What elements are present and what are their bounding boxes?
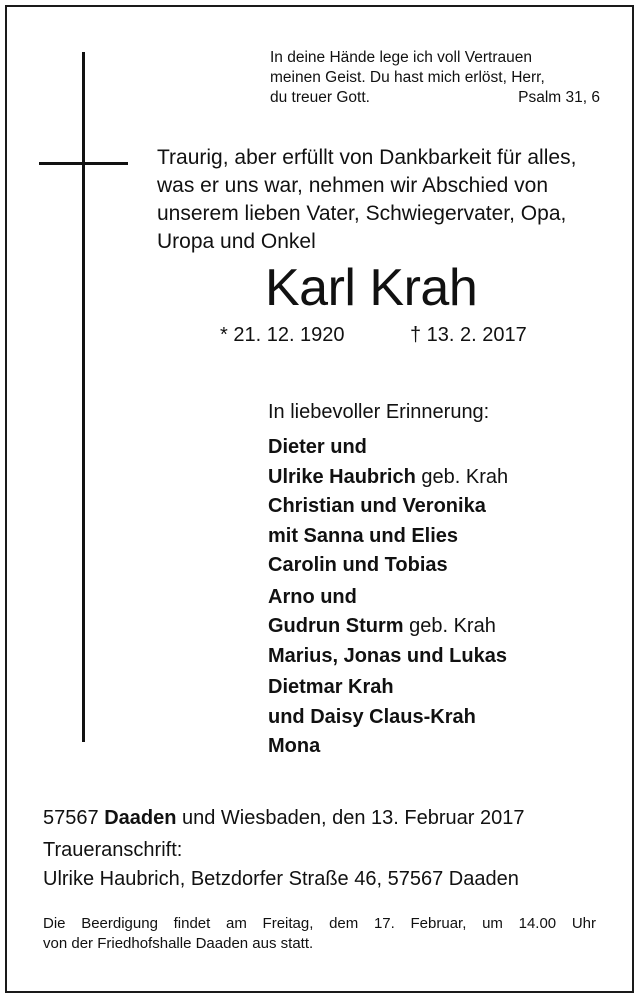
mourner-line: Carolin und Tobias [268,554,448,576]
intro-line: was er uns war, nehmen wir Abschied von [157,174,549,197]
verse-line: In deine Hände lege ich voll Vertrauen [270,49,532,66]
place-date-line [43,804,524,833]
notice-line: von der Friedhofshalle Daaden aus statt. [43,935,314,952]
birth-date: * 21. 12. 1920 [220,324,345,346]
memory-heading: In liebevoller Erinnerung: [268,401,490,423]
intro-line: unserem lieben Vater, Schwiegervater, Opa, [157,202,567,225]
intro-line: Traurig, aber erfüllt von Dankbarkeit für alles, [157,146,577,169]
mourner-line: Gudrun Sturm geb. Krah [268,615,496,637]
postcode: 57567 [43,807,99,829]
intro-text [157,144,576,256]
mourner-line: Arno und [268,585,357,608]
place-date-rest: und Wiesbaden, den 13. Februar 2017 [176,807,525,829]
intro-line: Uropa und Onkel [157,230,316,253]
cross-horizontal-bar [39,162,128,165]
mourner-line: mit Sanna und Elies [268,524,459,547]
notice-line: Die Beerdigung findet am Freitag, dem 17. Februar, um 14.00 Uhr [43,915,596,932]
mourner-line: Ulrike Haubrich geb. Krah [268,465,509,488]
cross-vertical-bar [82,52,85,742]
family-group [268,673,508,762]
funeral-notice [43,914,596,954]
mourner-line: und Daisy Claus-Krah [268,705,476,728]
address-label: Traueranschrift: [43,839,183,861]
mourners-list [268,433,508,762]
death-date: † 13. 2. 2017 [410,324,527,346]
mourner-line: Mona [268,735,321,757]
verse-reference: Psalm 31, 6 [518,89,600,106]
footer-info [43,804,524,894]
mourner-line: Christian und Veronika [268,495,486,517]
verse-line: meinen Geist. Du hast mich erlöst, Herr, [270,69,545,86]
mourning-address: Ulrike Haubrich, Betzdorfer Straße 46, 57567 Daaden [43,868,519,890]
verse-line: du treuer Gott. Psalm 31, 6 [270,89,600,106]
mourner-line: Marius, Jonas und Lukas [268,644,507,667]
mourner-line: Dietmar Krah [268,676,394,698]
deceased-name: Karl Krah [265,259,478,317]
family-group [268,583,508,672]
family-group [268,433,508,581]
mourner-line: Dieter und [268,436,367,458]
town-name: Daaden [104,807,177,829]
bible-verse [270,48,600,108]
